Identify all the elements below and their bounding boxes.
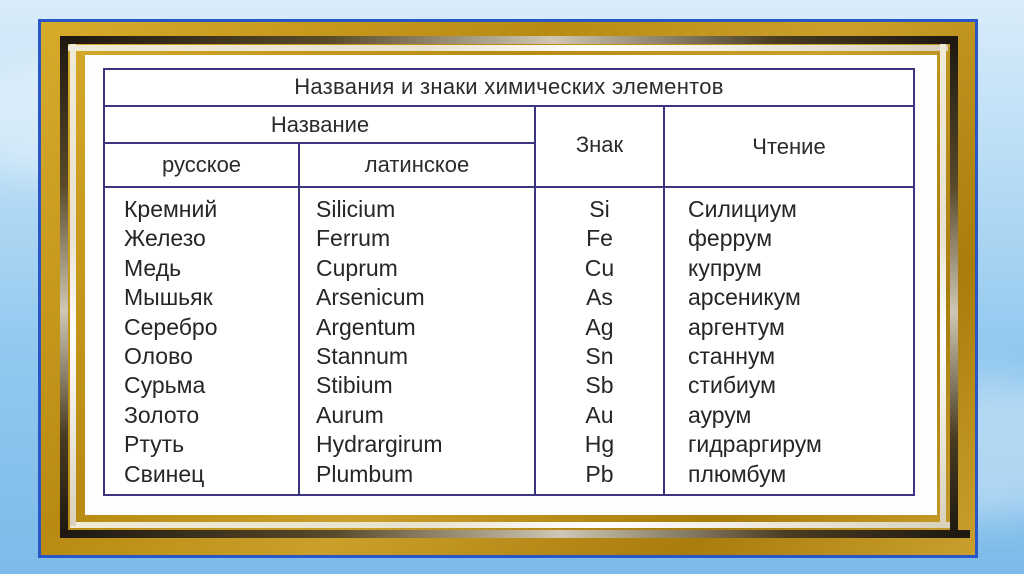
cell-latin: Plumbum — [316, 460, 414, 487]
column-reading — [688, 195, 908, 489]
cell-latin: Cuprum — [316, 254, 398, 281]
header-divider — [105, 186, 913, 188]
header-name-group: Название — [270, 112, 370, 137]
title-divider — [105, 105, 913, 107]
column-symbol — [536, 195, 663, 489]
cell-russian: Сурьма — [124, 372, 206, 399]
frame-bar-left-inner — [70, 44, 76, 526]
cell-reading: арсеникум — [688, 284, 801, 311]
cell-symbol: Ag — [585, 313, 614, 340]
cell-latin: Stibium — [316, 372, 393, 399]
cell-reading: Силициум — [688, 196, 797, 222]
cell-symbol: Si — [589, 196, 610, 222]
cell-reading: феррум — [688, 225, 773, 252]
frame-bar-right-outer — [950, 36, 958, 538]
cell-symbol: Cu — [584, 254, 615, 281]
cell-reading: аргентум — [688, 313, 785, 340]
cell-russian: Ртуть — [124, 431, 185, 458]
column-latin — [316, 195, 531, 489]
cell-reading: купрум — [688, 254, 762, 281]
frame-bar-top-inner — [68, 45, 948, 51]
cell-russian: Золото — [124, 401, 200, 428]
cell-russian: Мышьяк — [124, 284, 213, 311]
frame-bar-left-outer — [60, 36, 68, 536]
cell-symbol: Au — [585, 401, 614, 428]
header-latin: латинское — [364, 152, 470, 177]
cell-latin: Hydrargirum — [316, 431, 443, 458]
header-reading: Чтение — [752, 134, 826, 159]
cell-symbol: Hg — [584, 431, 615, 458]
cell-russian: Олово — [124, 342, 193, 369]
cell-russian: Медь — [124, 254, 182, 281]
cell-symbol: Sb — [585, 372, 614, 399]
cell-reading: станнум — [688, 342, 776, 369]
column-divider-1 — [298, 142, 300, 496]
cell-russian: Кремний — [124, 196, 218, 222]
cell-reading: стибиум — [688, 372, 776, 399]
cell-reading: гидраргирум — [688, 431, 822, 458]
frame-bar-bottom-outer — [60, 530, 970, 538]
frame-bar-bottom-inner — [70, 522, 950, 528]
cell-symbol: Sn — [585, 342, 614, 369]
column-russian — [124, 195, 294, 489]
table-title: Названия и знаки химических элементов — [294, 74, 724, 99]
header-symbol: Знак — [575, 132, 624, 157]
cell-reading: плюмбум — [688, 460, 787, 487]
cell-latin: Arsenicum — [316, 284, 425, 311]
header-russian: русское — [161, 152, 242, 177]
cell-russian: Железо — [124, 225, 206, 252]
cell-latin: Silicium — [316, 196, 396, 222]
cell-reading: аурум — [688, 401, 752, 428]
frame-bar-top-outer — [60, 36, 955, 44]
cell-latin: Ferrum — [316, 225, 391, 252]
name-group-divider — [105, 142, 535, 144]
cell-symbol: Fe — [586, 225, 613, 252]
cell-russian: Серебро — [124, 313, 218, 340]
column-divider-3 — [663, 105, 665, 496]
cell-symbol: As — [586, 284, 613, 311]
frame-bar-right-inner — [940, 44, 946, 526]
cell-latin: Stannum — [316, 342, 409, 369]
cell-symbol: Pb — [585, 460, 614, 487]
cell-latin: Aurum — [316, 401, 384, 428]
cell-russian: Свинец — [124, 460, 205, 487]
elements-table — [103, 68, 915, 496]
cell-latin: Argentum — [316, 313, 416, 340]
